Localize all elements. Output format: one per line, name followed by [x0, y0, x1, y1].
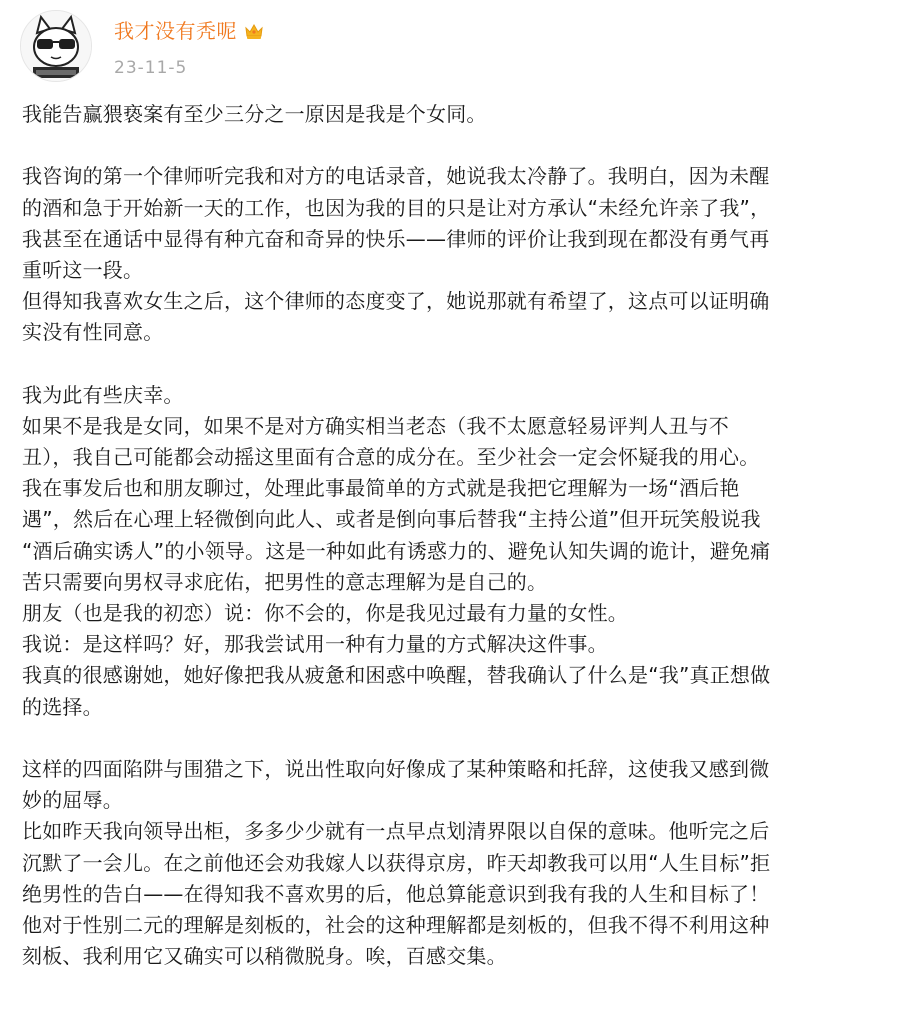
post-paragraph	[22, 754, 892, 972]
cartoon-cat-sunglasses-avatar-icon	[21, 11, 91, 81]
username-link[interactable]: 我才没有秃呢	[114, 19, 237, 43]
post-line: 的酒和急于开始新一天的工作，也因为我的目的只是让对方承认“未经允许亲了我”，	[22, 195, 771, 220]
post-line: 实没有性同意。	[22, 320, 164, 345]
user-avatar[interactable]	[20, 10, 92, 82]
post-line: 我为此有些庆幸。	[22, 382, 184, 407]
post-line: 苦只需要向男权寻求庇佑，把男性的意志理解为是自己的。	[22, 569, 548, 594]
post-line: 妙的屈辱。	[22, 788, 123, 813]
post-line: 我说：是这样吗？好，那我尝试用一种有力量的方式解决这件事。	[22, 632, 608, 657]
post-paragraph	[22, 99, 892, 130]
post-line: 比如昨天我向领导出柜，多多少少就有一点早点划清界限以自保的意味。他听完之后	[22, 819, 770, 844]
post-line: 但得知我喜欢女生之后，这个律师的态度变了，她说那就有希望了，这点可以证明确	[22, 289, 770, 314]
post-line: 我在事发后也和朋友聊过，处理此事最简单的方式就是我把它理解为一场“酒后艳	[22, 476, 740, 501]
post-line: 这样的四面陷阱与围猎之下，说出性取向好像成了某种策略和托辞，这使我又感到微	[22, 756, 770, 781]
post-line: 重听这一段。	[22, 257, 144, 282]
post-body	[22, 99, 892, 972]
post-paragraph	[22, 380, 892, 723]
crown-badge-icon	[243, 21, 265, 41]
post-line: “酒后确实诱人”的小领导。这是一种如此有诱惑力的、避免认知失调的诡计，避免痛	[22, 538, 771, 563]
post-line: 我咨询的第一个律师听完我和对方的电话录音，她说我太冷静了。我明白，因为未醒	[22, 164, 770, 189]
post-line: 我甚至在通话中显得有种亢奋和奇异的快乐——律师的评价让我到现在都没有勇气再	[22, 226, 770, 251]
post-line: 我真的很感谢她，她好像把我从疲惫和困惑中唤醒，替我确认了什么是“我”真正想做	[22, 663, 771, 688]
post-line: 他对于性别二元的理解是刻板的，社会的这种理解都是刻板的，但我不得不利用这种	[22, 912, 770, 937]
post-date: 23-11-5	[114, 58, 188, 78]
post-line: 绝男性的告白——在得知我不喜欢男的后，他总算能意识到我有我的人生和目标了！	[22, 881, 770, 906]
post-line: 朋友（也是我的初恋）说：你不会的，你是我见过最有力量的女性。	[22, 601, 628, 625]
post-line: 遇”，然后在心理上轻微倒向此人、或者是倒向事后替我“主持公道”但开玩笑般说我	[22, 507, 761, 532]
post-line: 沉默了一会儿。在之前他还会劝我嫁人以获得京房，昨天却教我可以用“人生目标”拒	[22, 850, 771, 875]
post-header	[20, 10, 265, 82]
post-line: 丑），我自己可能都会动摇这里面有合意的成分在。至少社会一定会怀疑我的用心。	[22, 445, 760, 470]
paragraph-gap	[22, 723, 892, 754]
post-line: 我能告赢猥亵案有至少三分之一原因是我是个女同。	[22, 102, 487, 126]
post-line: 的选择。	[22, 694, 103, 719]
paragraph-gap	[22, 349, 892, 380]
post-line: 如果不是我是女同，如果不是对方确实相当老态（我不太愿意轻易评判人丑与不	[22, 413, 729, 438]
post-paragraph	[22, 161, 892, 348]
paragraph-gap	[22, 130, 892, 161]
post-line: 刻板、我利用它又确实可以稍微脱身。唉，百感交集。	[22, 944, 507, 969]
